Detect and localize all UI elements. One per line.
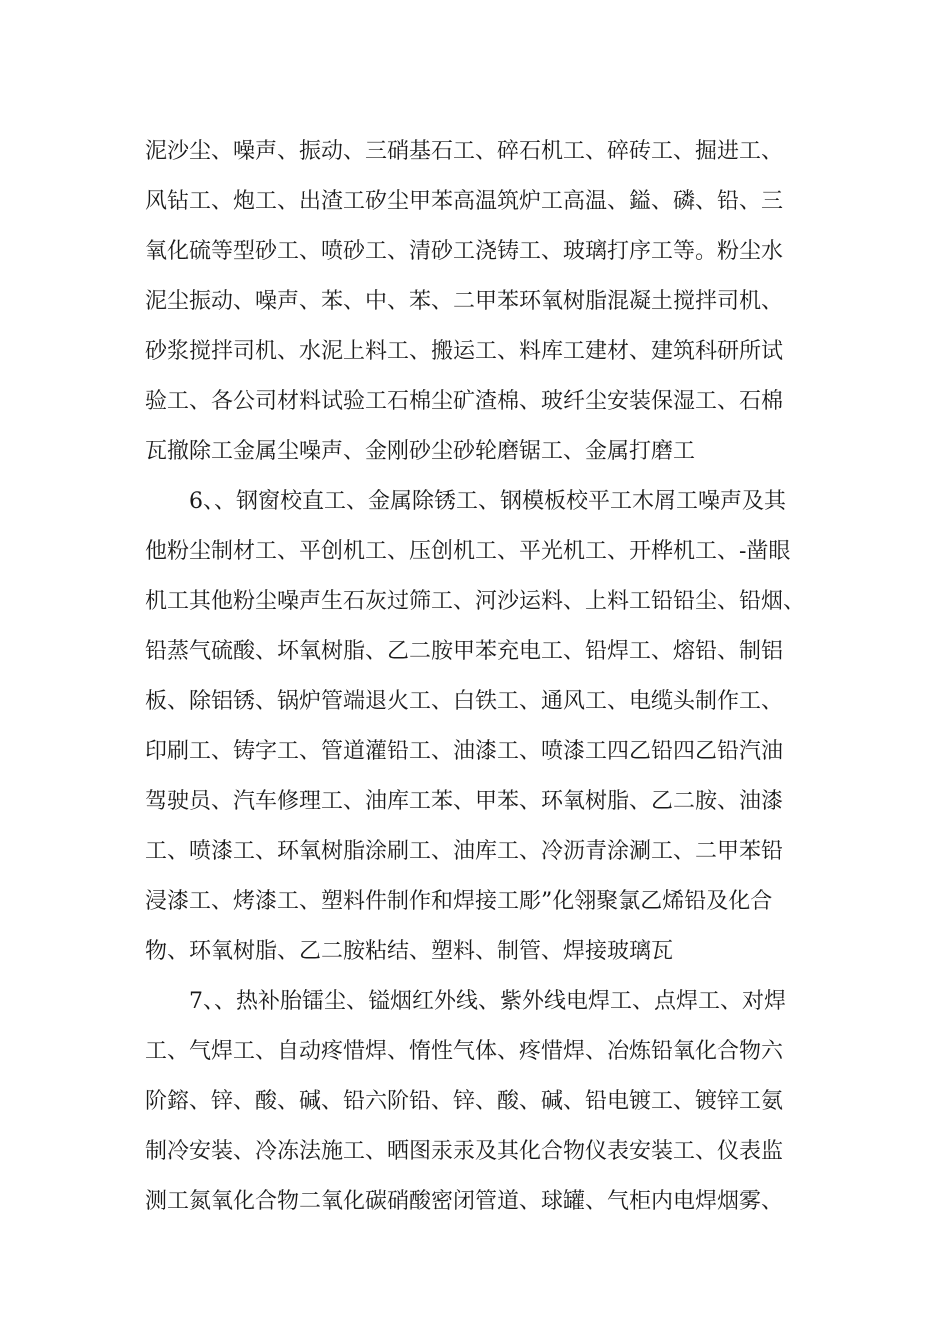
- text-line: 7、、热补胎镭尘、镒烟红外线、紫外线电焊工、点焊工、对焊: [189, 989, 786, 1014]
- text-line: 机工其他粉尘噪声生石灰过筛工、河沙运料、上料工铅铅尘、铅烟、: [145, 589, 806, 614]
- text-line: 物、环氧树脂、乙二胺粘结、塑料、制管、焊接玻璃瓦: [145, 939, 674, 964]
- text-line: 泥尘振动、噪声、苯、中、苯、二甲苯环氧树脂混凝土搅拌司机、: [145, 289, 784, 314]
- text-line: 浸漆工、烤漆工、塑料件制作和焊接工彫”化翎聚氯乙烯铅及化合: [145, 889, 773, 914]
- text-line: 验工、各公司材料试验工石棉尘矿渣棉、玻纤尘安装保湿工、石棉: [145, 389, 784, 414]
- text-line: 他粉尘制材工、平创机工、压创机工、平光机工、开桦机工、-凿眼: [145, 539, 791, 564]
- text-line: 6、、钢窗校直工、金属除锈工、钢模板校平工木屑工噪声及其: [189, 489, 786, 514]
- text-line: 板、除铝锈、锅炉管端退火工、白铁工、通风工、电缆头制作工、: [145, 689, 784, 714]
- text-line: 制冷安装、冷冻法施工、晒图汞汞及其化合物仪表安装工、仪表监: [145, 1139, 784, 1164]
- paragraph-2: [145, 477, 835, 977]
- text-line: 驾驶员、汽车修理工、油库工苯、甲苯、环氧树脂、乙二胺、油漆: [145, 789, 784, 814]
- text-line: 泥沙尘、噪声、振动、三硝基石工、碎石机工、碎砖工、掘进工、: [145, 139, 784, 164]
- paragraph-3: [145, 977, 835, 1227]
- text-line: 印刷工、铸字工、管道灌铅工、油漆工、喷漆工四乙铅四乙铅汽油: [145, 739, 784, 764]
- text-line: 瓦撤除工金属尘噪声、金刚砂尘砂轮磨锯工、金属打磨工: [145, 439, 696, 464]
- paragraph-1: [145, 127, 835, 477]
- text-line: 测工氮氧化合物二氧化碳硝酸密闭管道、球罐、气柜内电焊烟雾、: [145, 1189, 784, 1214]
- text-line: 砂浆搅拌司机、水泥上料工、搬运工、料库工建材、建筑科研所试: [145, 339, 784, 364]
- text-line: 风钻工、炮工、出渣工矽尘甲苯高温筑炉工高温、鎰、磷、铅、三: [145, 189, 784, 214]
- text-line: 工、气焊工、自动疼惜焊、惰性气体、疼惜焊、冶炼铅氧化合物六: [145, 1039, 784, 1064]
- text-line: 工、喷漆工、环氧树脂涂刷工、油库工、冷沥青涂涮工、二甲苯铅: [145, 839, 784, 864]
- text-line: 氧化硫等型砂工、喷砂工、清砂工浇铸工、玻璃打序工等。粉尘水: [145, 239, 784, 264]
- text-line: 铅蒸气硫酸、坏氧树脂、乙二胺甲苯充电工、铅焊工、熔铅、制铝: [145, 639, 784, 664]
- text-line: 阶鎔、锌、酸、碱、铅六阶铅、锌、酸、碱、铅电镀工、镀锌工氨: [145, 1089, 784, 1114]
